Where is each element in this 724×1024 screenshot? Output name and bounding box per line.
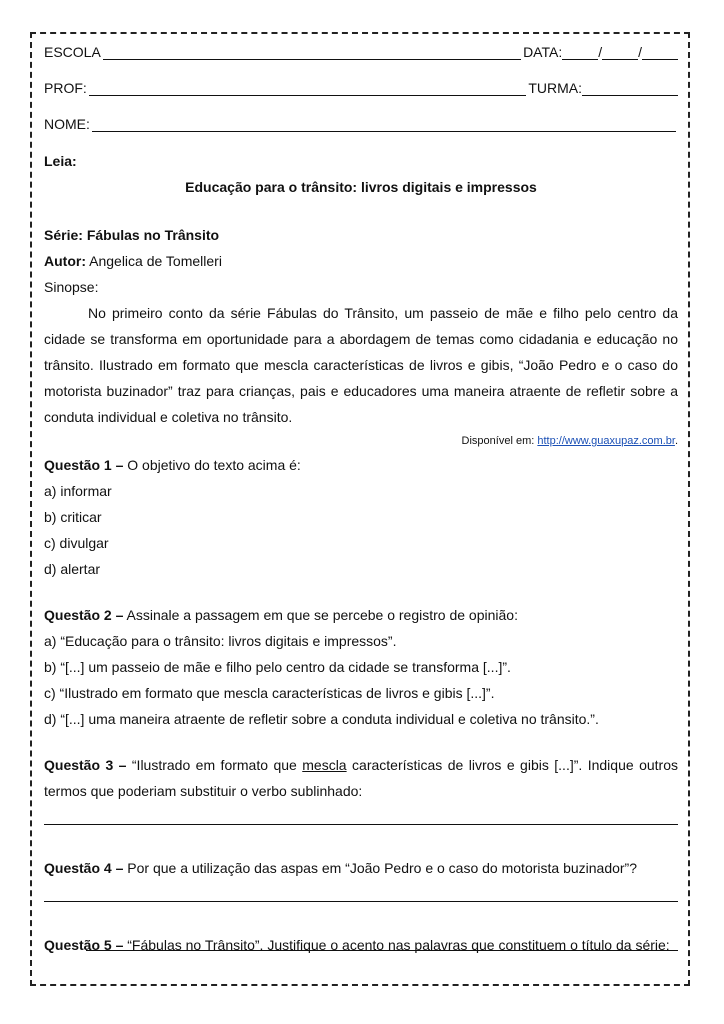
q4-text: Por que a utilização das aspas em “João Pedro e o caso do motorista buzinador”? — [123, 860, 637, 876]
nome-label: NOME: — [44, 116, 90, 132]
q1-label: Questão 1 – — [44, 457, 124, 473]
serie-label: Série: — [44, 227, 83, 243]
serie-value: Fábulas no Trânsito — [86, 227, 220, 243]
q3-label: Questão 3 – — [44, 757, 127, 773]
source-prefix: Disponível em: — [461, 435, 538, 447]
q1-option-a[interactable]: a) informar — [44, 483, 112, 499]
source-link[interactable]: http://www.guaxupaz.com.br — [537, 435, 675, 447]
q2-option-b[interactable]: b) “[...] um passeio de mãe e filho pelo centro da cidade se transforma [...]”. — [44, 659, 511, 675]
escola-field[interactable] — [103, 45, 521, 60]
question-5 — [44, 932, 678, 958]
date-sep: / — [638, 44, 642, 60]
q5-label: Questão 5 – — [44, 937, 124, 953]
q5-text: “Fábulas no Trânsito”. Justifique o acento nas palavras que constituem o título da série: — [123, 937, 670, 953]
prof-field[interactable] — [89, 81, 527, 96]
source-line — [44, 430, 678, 452]
autor-line — [44, 248, 678, 274]
date-year-field[interactable] — [642, 45, 678, 60]
q2-option-d[interactable]: d) “[...] uma maneira atraente de refletir sobre a conduta individual e coletiva no trânsito.”. — [44, 711, 599, 727]
question-4 — [44, 855, 678, 881]
q1-option-d[interactable]: d) alertar — [44, 561, 101, 577]
data-label: DATA: — [523, 44, 563, 60]
escola-label: ESCOLA — [44, 44, 101, 60]
q2-option-a[interactable]: a) “Educação para o trânsito: livros digitais e impressos”. — [44, 633, 397, 649]
school-row — [44, 40, 678, 60]
q1-text: O objetivo do texto acima é: — [123, 457, 301, 473]
q1-option-c[interactable]: c) divulgar — [44, 535, 109, 551]
date-day-field[interactable] — [562, 45, 598, 60]
nome-row — [44, 112, 678, 132]
question-3 — [44, 752, 678, 804]
source-suffix: . — [674, 435, 678, 447]
q3-answer-line[interactable] — [44, 804, 678, 825]
sinopse-text: No primeiro conto da série Fábulas do Trânsito, um passeio de mãe e filho pelo centro da cidade se transforma em oportunidade para a abordagem de temas como cidadania e educação no trânsito. Ilustrado em formato que mescla características de livros e gibis, “João Pedro e o caso do motorista buzinador” traz para crianças, pais e educadores uma maneira atraente de refletir sobre a conduta individual e coletiva no trânsito. — [44, 305, 678, 425]
q1-option-b[interactable]: b) criticar — [44, 509, 102, 525]
worksheet — [44, 40, 678, 958]
q3-text-before: “Ilustrado em formato que — [126, 757, 303, 773]
nome-field[interactable] — [92, 117, 676, 132]
autor-label: Autor: — [44, 253, 86, 269]
autor-value: Angelica de Tomelleri — [89, 253, 222, 269]
prof-row — [44, 76, 678, 96]
q3-text-after: características de livros e gibis [...]”. Indique outros termos que poderiam substituir o verbo sublinhado: — [44, 757, 678, 799]
serie-line — [44, 222, 678, 248]
q4-answer-line[interactable] — [44, 881, 678, 902]
turma-label: TURMA: — [528, 80, 582, 96]
q2-option-c[interactable]: c) “Ilustrado em formato que mescla características de livros e gibis [...]”. — [44, 685, 495, 701]
prof-label: PROF: — [44, 80, 87, 96]
question-2 — [44, 602, 678, 628]
date-month-field[interactable] — [602, 45, 638, 60]
date-sep: / — [598, 44, 603, 60]
question-1 — [44, 452, 678, 478]
text-title: Educação para o trânsito: livros digitais e impressos — [185, 179, 537, 195]
q5-answer-line[interactable] — [86, 950, 678, 951]
q3-underlined-word: mescla — [302, 757, 347, 773]
turma-field[interactable] — [582, 81, 678, 96]
q2-text: Assinale a passagem em que se percebe o registro de opinião: — [123, 607, 518, 623]
q2-label: Questão 2 – — [44, 607, 124, 623]
q4-label: Questão 4 – — [44, 860, 124, 876]
leia-heading: Leia: — [44, 153, 77, 169]
sinopse-label: Sinopse: — [44, 279, 99, 295]
